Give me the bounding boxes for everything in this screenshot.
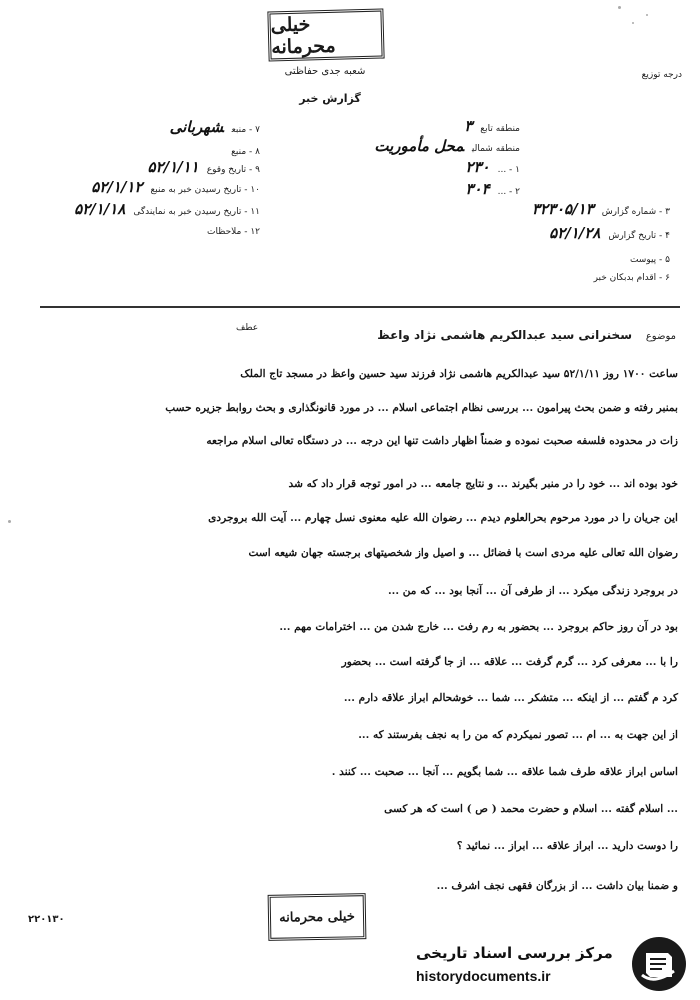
body-line: خود بوده اند ... خود را در منبر بگیرند ... و نتایج جامعه ... در امور توجه قرار داد که شد <box>288 478 678 490</box>
classification-stamp-bottom <box>268 893 367 941</box>
body-line: این جریان را در مورد مرحوم بحرالعلوم دیدم ... رضوان الله علیه معنوی نسل چهارم ... آیت الله بروجردی <box>208 512 678 524</box>
speck <box>646 14 648 16</box>
body-line: رضوان الله تعالی علیه مردی است با فضائل ... و اصیل واز شخصیتهای برجسته جهان شیعه است <box>248 547 678 559</box>
left-field-4: ۱۱ - تاریخ رسیدن خبر به نمایندگی۵۲/۱/۱۸ <box>74 200 260 218</box>
left-field-0: ۷ - منبعشهربانی <box>169 118 260 136</box>
body-line: زات در محدوده فلسفه صحبت نموده و ضمناً اظهار داشت تنها این درجه ... در دستگاه تعالی اسلام مراجعه <box>206 435 678 447</box>
stamp-top-text: خیلی محرمانه <box>270 13 336 59</box>
body-line: ساعت ۱۷۰۰ روز ۵۲/۱/۱۱ سید عبدالکریم هاشمی نژاد فرزند سید حسین واعظ در مسجد تاج الملک <box>240 368 678 380</box>
speck <box>632 22 634 24</box>
speck <box>618 6 621 9</box>
body-line: را دوست دارید ... ابراز علاقه ... ابراز ... نمائید ؟ <box>456 840 678 852</box>
right-field-2: ۱ - ...۲۳۰ <box>465 158 520 176</box>
stamp-bottom-text: خیلی محرمانه <box>279 908 355 926</box>
right-field-5: ۴ - تاریخ گزارش۵۲/۱/۲۸ <box>549 224 670 242</box>
margin-note: عطف <box>236 323 259 333</box>
right-field-4: ۳ - شماره گزارش۳۲۳۰۵/۱۳ <box>531 200 670 218</box>
body-line: از این جهت به ... ام ... تصور نمیکردم که من را به نجف بفرستند که ... <box>358 729 678 741</box>
subject-value: سخنرانی سید عبدالکریم هاشمی نژاد واعظ <box>377 328 633 342</box>
report-title: گزارش خبر <box>299 92 361 105</box>
left-field-5: ۱۲ - ملاحظات <box>207 227 260 237</box>
speck <box>8 520 11 523</box>
body-line: در بروجرد زندگی میکرد ... از طرفی آن ... آنجا بود ... که من ... <box>387 585 678 597</box>
right-field-3: ۲ - ...۳۰۴ <box>465 180 520 198</box>
header-divider <box>40 306 680 308</box>
subject-line <box>377 328 676 342</box>
body-line: کرد م گفتم ... از اینکه ... متشکر ... شما ... خوشحالم ابراز علاقه دارم ... <box>343 692 678 704</box>
body-line: بود در آن روز حاکم بروجرد ... بحضور به رم رفت ... خارج شدن من ... اخترامات مهم ... <box>279 621 678 633</box>
classification-stamp-top <box>267 8 384 61</box>
body-line: و ضمنا بیان داشت ... از بزرگان فقهی نجف اشرف ... <box>436 880 678 892</box>
right-field-1: منطقه شمالیمحل مأموریت <box>374 137 520 155</box>
right-field-6: ۵ - پیوست <box>629 255 670 265</box>
body-line: را با ... معرفی کرد ... گرم گرفت ... علاقه ... از جا گرفته است ... بحضور <box>341 656 678 668</box>
watermark-title: مرکز بررسی اسناد تاریخی <box>416 944 613 962</box>
watermark-url[interactable]: historydocuments.ir <box>416 968 551 984</box>
left-field-2: ۹ - تاریخ وقوع۵۲/۱/۱۱ <box>147 158 260 176</box>
right-field-7: ۶ - اقدام بدبکان خبر <box>593 273 670 283</box>
archive-logo-icon <box>630 935 688 993</box>
page-number: ۲۲۰۱۳۰ <box>28 914 65 925</box>
department-label: شعبه جدی حفاظتی <box>284 66 366 77</box>
subject-label: موضوع <box>645 331 676 342</box>
body-line: بمنبر رفته و ضمن بحث پیرامون ... بررسی نظام اجتماعی اسلام ... در مورد قانونگذاری و بحث روابط جزیره حسب <box>165 402 678 414</box>
body-line: ... اسلام گفته ... اسلام و حضرت محمد ( ص ) است که هر کسی <box>384 803 678 815</box>
right-field-0: منطقه تابع۳ <box>464 117 520 135</box>
distribution-label: درجه توزیع <box>641 70 682 80</box>
left-field-3: ۱۰ - تاریخ رسیدن خبر به منبع۵۲/۱/۱۲ <box>91 178 260 196</box>
body-line: اساس ابراز علاقه طرف شما علاقه ... شما بگویم ... آنجا ... صحبت ... کنند . <box>331 766 678 778</box>
left-field-1: ۸ - منبع <box>231 147 260 157</box>
